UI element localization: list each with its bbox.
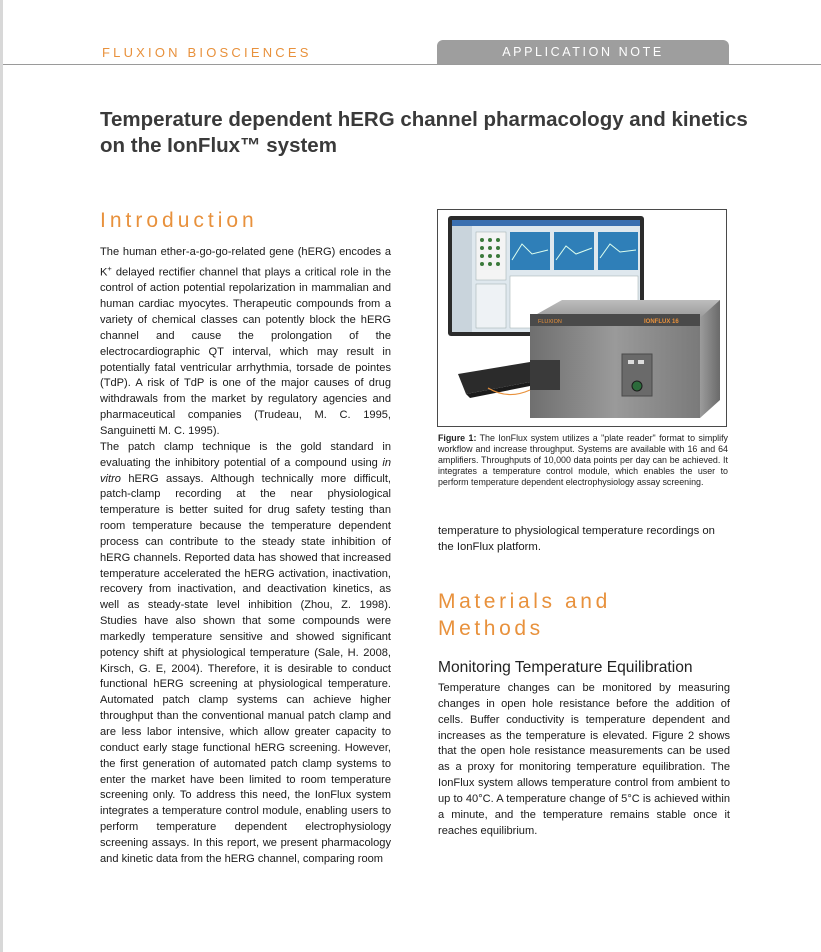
figure-1-image — [437, 209, 727, 427]
page-edge — [0, 0, 3, 952]
title-line-1: Temperature dependent hERG channel pharmacology and kinetics — [100, 108, 748, 131]
materials-heading-line-2: Methods — [438, 617, 544, 640]
intro-continued-paragraph: temperature to physiological temperature recordings on the IonFlux platform. — [438, 525, 715, 553]
intro-p1-text-b: delayed rectifier channel that plays a critical role in the control of action potential repolarization in mammalian and human cardiac myocytes. Therapeutic compounds from a variety of chemical classes can potently block the hERG channel and cause the prolongation of the electrocardiographic QT interval, which may result in potentially fatal ventricular arrhythmia, torsade de pointes (TdP). A risk of TdP is one of the major causes of drug withdrawals from the market by regulatory agencies and pharmaceutical companies (Trudeau, M. C. 1995, Sanguinetti M. C. 1995). — [100, 266, 391, 437]
in-vitro-italic: in vitro — [100, 456, 391, 485]
document-title — [100, 107, 780, 159]
intro-p1-text-a: The human ether-a-go-go-related gene (hERG) encodes a K — [100, 246, 391, 279]
intro-p2-text-a: The patch clamp technique is the gold standard in evaluating the inhibitory potential of a compound using — [100, 440, 391, 469]
materials-heading-line-1: Materials and — [438, 590, 611, 613]
figure-1-caption — [438, 433, 728, 488]
introduction-body — [100, 245, 391, 868]
device-brand-mark: FLUXION — [538, 319, 562, 325]
temperature-equilibration-body: Temperature changes can be monitored by measuring changes in open hole resistance before the addition of cells. Buffer conductivity is temperature dependent and increases as the temperature is elevated. Figure 2 shows that the open hole resistance measurements can be used as a proxy for monitoring temperature equilibration. The IonFlux system allows temperature control from ambient to up to 40°C. A temperature change of 5°C is achieved within a minute, and the temperature remains stable once it reaches equilibrium. — [438, 682, 730, 837]
materials-methods-heading — [438, 588, 611, 642]
header-divider — [3, 64, 821, 65]
application-note-tab: APPLICATION NOTE — [437, 40, 729, 64]
title-line-2: on the IonFlux™ system — [100, 134, 337, 157]
intro-paragraph-2 — [100, 440, 391, 868]
intro-p2-text-b: hERG assays. Although technically more difficult, patch-clamp recording at the near physiological temperature is better suited for drug safety testing than room temperature because the temperature dependent process can contribute to the steady state inhibition of hERG channels. Reported data has showed that increased temperature accelerated the hERG activation, inactivation, recovery from inactivation, and deactivation kinetics, as well as steady-state level inhibition (Zhou, Z. 1998). Studies have also shown that some compounds were markedly temperature sensitive and showed significant potency shift at physiological temperature (Sale, H. 2008, Kirsch, G. E, 2004). Therefore, it is desirable to conduct functional hERG screening at physiological temperature. Automated patch clamp systems can achieve higher throughput than the conventional manual patch clamp and are less labor intensive, which allow greater capacity to conduct early stage functional hERG screening. However, the first generation of automated patch clamp systems to enter the market have been limited to room temperature screening only. To address this need, the IonFlux system integrates a temperature control module, enabling users to perform temperature dependent electrophysiology screening assays. In this report, we present pharmacology and kinetic data from the hERG channel, comparing room — [100, 472, 391, 865]
caption-text: The IonFlux system utilizes a "plate reader" format to simplify workflow and increase throughput. Systems are available with 16 and 64 amplifiers. Throughputs of 10,000 data points per day can be achieved. It integrates a temperature control module, which enables the user to perform temperature dependent electrophysiology assay screening. — [438, 433, 728, 488]
brand-name: FLUXION BIOSCIENCES — [102, 45, 312, 60]
ionflux-system-illustration — [438, 210, 726, 426]
introduction-heading: Introduction — [100, 209, 258, 232]
potassium-superscript: + — [107, 263, 112, 273]
intro-paragraph-1 — [100, 245, 391, 440]
device-model-label: IONFLUX 16 — [644, 319, 679, 325]
temperature-equilibration-subheading: Monitoring Temperature Equilibration — [438, 659, 693, 676]
caption-label: Figure 1: — [438, 433, 477, 443]
